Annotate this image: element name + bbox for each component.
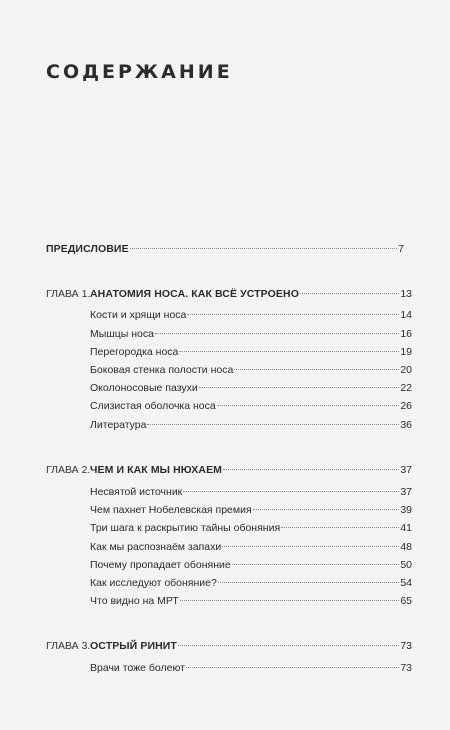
toc-entry-label: Как мы распознаём запахи xyxy=(90,541,222,553)
toc-entry-page: 41 xyxy=(400,522,412,534)
toc-item[interactable] xyxy=(90,557,412,573)
toc-item[interactable] xyxy=(90,520,412,536)
toc-entry-page: 37 xyxy=(400,486,412,498)
toc-entry-label: Слизистая оболочка носа xyxy=(90,400,216,412)
toc-item[interactable] xyxy=(90,539,412,555)
toc-item[interactable] xyxy=(90,660,412,676)
toc-entry-label: Врачи тоже болеют xyxy=(90,662,185,674)
toc-item[interactable] xyxy=(90,593,412,609)
toc-entry-page: 36 xyxy=(400,419,412,431)
toc-item[interactable] xyxy=(90,398,412,414)
toc-entry-label: Как исследуют обоняние? xyxy=(90,577,217,589)
leader-dots xyxy=(130,248,397,249)
toc-item[interactable] xyxy=(90,484,412,500)
toc-title: СОДЕРЖАНИЕ xyxy=(46,61,233,83)
toc-entry-label: Литература xyxy=(90,419,147,431)
leader-dots xyxy=(281,527,399,528)
toc-chapter-2[interactable] xyxy=(90,462,412,478)
toc-entry-label: Боковая стенка полости носа xyxy=(90,364,234,376)
toc-entry-page: 7 xyxy=(398,243,404,255)
toc-entry-label: Мышцы носа xyxy=(90,328,154,340)
toc-entry-page: 26 xyxy=(400,400,412,412)
chapter-prefix: ГЛАВА 3. xyxy=(46,640,91,652)
toc-chapter-3[interactable] xyxy=(90,638,412,654)
toc-item[interactable] xyxy=(90,575,412,591)
leader-dots xyxy=(234,369,399,370)
toc-entry-label: ЧЕМ И КАК МЫ НЮХАЕМ xyxy=(90,464,223,476)
leader-dots xyxy=(183,491,399,492)
toc-entry-page: 16 xyxy=(400,328,412,340)
toc-entry-label: АНАТОМИЯ НОСА. КАК ВСЁ УСТРОЕНО xyxy=(90,288,299,300)
toc-entry-page: 37 xyxy=(400,464,412,476)
toc-item[interactable] xyxy=(90,417,412,433)
toc-entry-label: Несвятой источник xyxy=(90,486,183,498)
toc-entry-label: Что видно на МРТ xyxy=(90,595,179,607)
toc-entry-label: ПРЕДИСЛОВИЕ xyxy=(46,243,129,255)
toc-entry-label: Три шага к раскрытию тайны обоняния xyxy=(90,522,281,534)
toc-entry-page: 73 xyxy=(400,640,412,652)
toc-entry-page: 19 xyxy=(400,346,412,358)
toc-item[interactable] xyxy=(90,380,412,396)
toc-item[interactable] xyxy=(90,502,412,518)
toc-entry-page: 13 xyxy=(400,288,412,300)
toc-entry-page: 20 xyxy=(400,364,412,376)
toc-entry-page: 14 xyxy=(400,309,412,321)
leader-dots xyxy=(178,645,399,646)
leader-dots xyxy=(155,333,399,334)
leader-dots xyxy=(147,424,399,425)
chapter-prefix: ГЛАВА 1. xyxy=(46,288,91,300)
toc-entry-page: 39 xyxy=(400,504,412,516)
leader-dots xyxy=(222,546,399,547)
toc-entry-page: 50 xyxy=(400,559,412,571)
leader-dots xyxy=(199,387,400,388)
leader-dots xyxy=(186,667,399,668)
toc-entry-label: ОСТРЫЙ РИНИТ xyxy=(90,640,177,652)
toc-entry-label: Кости и хрящи носа xyxy=(90,309,187,321)
toc-entry-label: Чем пахнет Нобелевская премия xyxy=(90,504,252,516)
leader-dots xyxy=(180,600,399,601)
leader-dots xyxy=(217,405,400,406)
toc-entry-page: 48 xyxy=(400,541,412,553)
toc-preface[interactable] xyxy=(46,241,404,257)
toc-item[interactable] xyxy=(90,326,412,342)
toc-entry-page: 54 xyxy=(400,577,412,589)
toc-chapter-1[interactable] xyxy=(90,286,412,302)
leader-dots xyxy=(300,293,399,294)
toc-item[interactable] xyxy=(90,362,412,378)
leader-dots xyxy=(232,564,400,565)
chapter-prefix: ГЛАВА 2. xyxy=(46,464,91,476)
toc-entry-label: Околоносовые пазухи xyxy=(90,382,198,394)
leader-dots xyxy=(253,509,400,510)
toc-entry-page: 73 xyxy=(400,662,412,674)
leader-dots xyxy=(218,582,399,583)
toc-item[interactable] xyxy=(90,344,412,360)
toc-entry-page: 22 xyxy=(400,382,412,394)
leader-dots xyxy=(179,351,399,352)
leader-dots xyxy=(187,314,399,315)
toc-entry-label: Почему пропадает обоняние xyxy=(90,559,231,571)
toc-entry-label: Перегородка носа xyxy=(90,346,179,358)
toc-item[interactable] xyxy=(90,307,412,323)
leader-dots xyxy=(223,469,399,470)
toc-entry-page: 65 xyxy=(400,595,412,607)
